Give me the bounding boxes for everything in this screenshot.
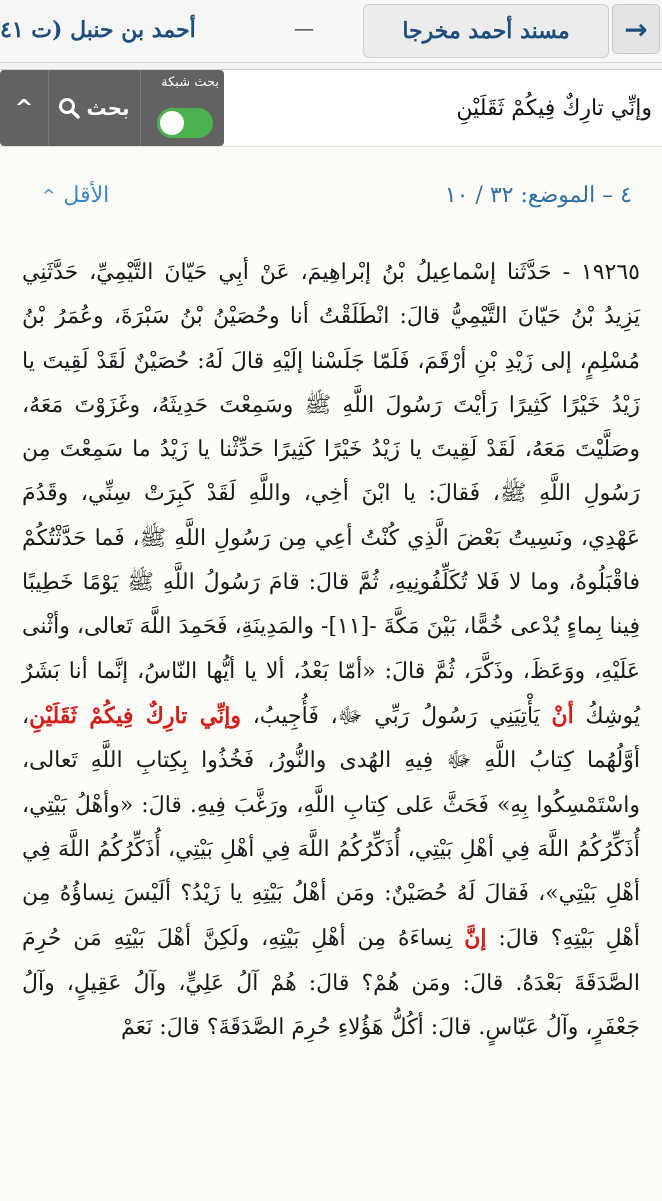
location-row [36,183,632,219]
tab-ahmad-ibn-hanbal[interactable]: أحمد بن حنبل (ت ٤١ [0,17,196,43]
search-match-highlight: وإنِّي تارِكٌ فِيكُمْ ثَقَلَيْنِ [29,702,241,729]
network-search-label: بحث شبكة [161,75,219,90]
network-search-control [140,70,225,146]
search-icon [58,97,80,119]
back-arrow-button[interactable] [612,4,660,54]
location-indicator: ٤ – الموضع: ٣٢ / ١٠ [444,183,632,208]
search-controls [0,70,224,146]
highlighted-word: أنْ [551,702,574,729]
network-search-toggle[interactable] [157,108,213,138]
chevron-up-icon: ^ [42,186,56,205]
highlighted-word: إنَّ [464,925,487,952]
arrow-right-icon: → [624,12,648,46]
search-input[interactable]: وإنِّي تارِكٌ فِيكُمْ ثَقَلَيْنِ [456,95,652,121]
hadith-segment: نِساءَهُ مِن أهْلِ بَيْتِهِ، ولَكِنَّ أهْلَ بَيْتِهِ مَن حُرِمَ الصَّدَقَةَ بَعْدَهُ. قالَ: ومَن هُمْ؟ قالَ: هُمْ آلُ عَلِيٍّ، وآلُ عَقِيلٍ، وآلُ جَعْفَرٍ، وآلُ عَبّاسٍ. قالَ: أكُلُّ هَؤُلاءِ حُرِمَ الصَّدَقَةَ؟ قالَ: نَعَمْ [22,926,640,1041]
chevron-up-icon: ^ [14,95,34,121]
show-less-label: الأقل [63,183,110,208]
search-button[interactable] [48,70,139,146]
show-less-link[interactable] [42,183,109,208]
toggle-knob [160,111,184,135]
hadith-content [0,146,662,1201]
tab-musnad-ahmad[interactable]: مسند أحمد مخرجا [363,4,609,58]
hadith-segment: يَأْتِيَنِي رَسُولُ رَبِّي ﷻ، فَأُجِيبُ، [252,703,540,729]
tab-separator: — [294,16,314,40]
top-tab-bar [0,0,662,63]
search-button-label: بحث [86,96,130,120]
search-bar [0,69,662,147]
hadith-segment: ، أوَّلُهُما كِتابُ اللَّهِ ﷻ فِيهِ الهُدى والنُّورُ، فَخُذُوا بِكِتابِ اللَّهِ تَعالى، واسْتَمْسِكُوا بِهِ» فَحَثَّ عَلى كِتابِ اللَّهِ، ورَغَّبَ فِيهِ. قالَ: «وأهْلُ بَيْتِي، أُذَكِّرُكُمُ اللَّهَ فِي أهْلِ بَيْتِي، أُذَكِّرُكُمُ اللَّهَ فِي أهْلِ بَيْتِي، أُذَكِّرُكُمُ اللَّهَ فِي أهْلِ بَيْتِي»، فَقالَ لَهُ حُصَيْنٌ: ومَن أهْلُ بَيْتِهِ يا زَيْدُ؟ ألَيْسَ نِساؤُهُ مِن أهْلِ بَيْتِهِ؟ قالَ: [22,703,640,952]
hadith-text [22,251,640,1050]
hadith-segment: ١٩٢٦٥ - حَدَّثَنا إسْماعِيلُ بْنُ إبْراهِيمَ، عَنْ أبِي حَيّانَ التَّيْمِيِّ، حَدَّثَنِي يَزِيدُ بْنُ حَيّانَ التَّيْمِيُّ قالَ: انْطَلَقْتُ أنا وحُصَيْنُ بْنُ سَبْرَةَ، وعُمَرُ بْنُ مُسْلِمٍ، إلى زَيْدِ بْنِ أرْقَمَ، فَلَمّا جَلَسْنا إلَيْهِ قالَ لَهُ: حُصَيْنٌ لَقَدْ لَقِيتَ يا زَيْدُ خَيْرًا كَثِيرًا رَأيْتَ رَسُولَ اللَّهِ ﷺ وسَمِعْتَ حَدِيثَهُ، وغَزَوْتَ مَعَهُ، وصَلَّيْتَ مَعَهُ، لَقَدْ لَقِيتَ يا زَيْدُ خَيْرًا كَثِيرًا حَدِّثْنا يا زَيْدُ ما سَمِعْتَ مِن رَسُولِ اللَّهِ ﷺ، فَقالَ: يا ابْنَ أخِي، واللَّهِ لَقَدْ كَبِرَتْ سِنِّي، وقَدُمَ عَهْدِي، ونَسِيتُ بَعْضَ الَّذِي كُنْتُ أعِي مِن رَسُولِ اللَّهِ ﷺ، فَما حَدَّثْتُكُمْ فاقْبَلُوهُ، وما لا فَلا تُكَلِّفُونِيهِ، ثُمَّ قالَ: قامَ رَسُولُ اللَّهِ ﷺ يَوْمًا خَطِيبًا فِينا بِماءٍ يُدْعى خُمًّا، بَيْنَ مَكَّةَ -[١١]- والمَدِينَةِ، فَحَمِدَ اللَّهَ تَعالى، وأثْنى عَلَيْهِ، ووَعَظَ، وذَكَّرَ، ثُمَّ قالَ: «أمّا بَعْدُ، ألا يا أيُّها النّاسُ، إنَّما أنا بَشَرٌ يُوشِكُ [22,260,641,729]
collapse-button[interactable] [0,70,48,146]
